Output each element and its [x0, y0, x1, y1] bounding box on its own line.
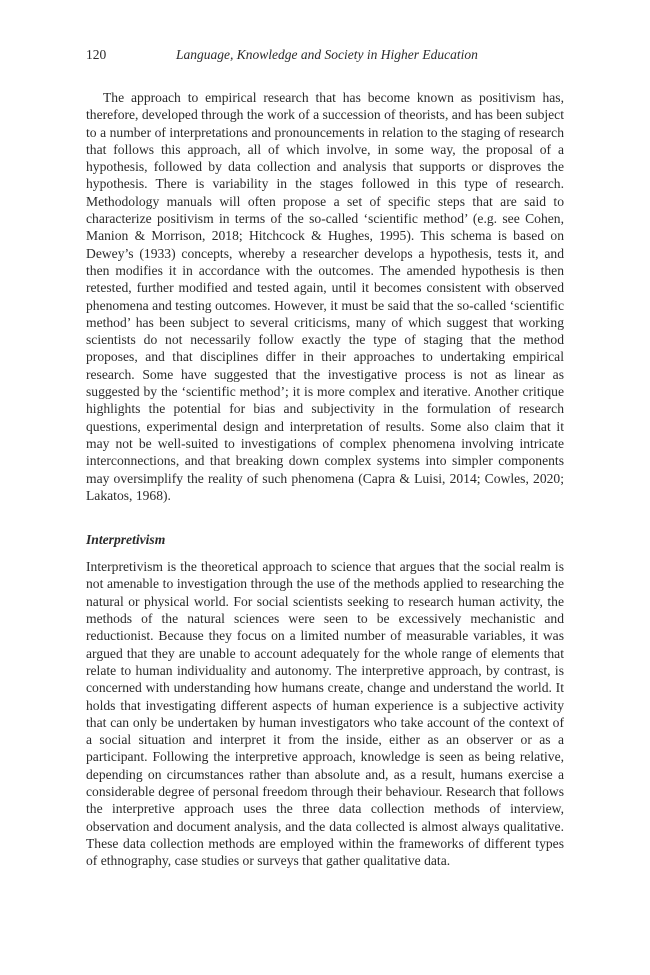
paragraph-interpretivism: Interpretivism is the theoretical approach to science that argues that the social realm is not amenable to investigation through the use of the methods applied to researching the natural or physical world. For social scientists seeking to research human activity, the methods of the natural sciences were seen to be excessively mechanistic and reductionist. Because they focus on a limited number of measurable variables, it was argued that they are unable to account adequately for the whole range of elements that relate to human individuality and autonomy. The interpretive approach, by contrast, is concerned with understanding how humans create, change and understand the world. It holds that investigating different aspects of human experience is a subjective activity that can only be undertaken by human investigators who take account of the context of a social situation and interpret it from the inside, either as an observer or as a participant. Following the interpretive approach, knowledge is seen as being relative, depending on circumstances rather than absolute and, as a result, humans exercise a considerable degree of personal freedom through their behaviour. Research that follows the interpretive approach uses the three data collection methods of interview, observation and document analysis, and the data collected is almost always qualitative. These data collection methods are employed within the frameworks of different types of ethnography, case studies or surveys that gather qualitative data. [86, 559, 564, 869]
book-title: Language, Knowledge and Society in Higher Education [176, 47, 478, 62]
running-head [86, 45, 566, 65]
section-heading-interpretivism: Interpretivism [86, 532, 166, 548]
body-text [86, 89, 564, 869]
paragraph-positivism: The approach to empirical research that has become known as positivism has, therefore, developed through the work of a succession of theorists, and has been subject to a number of interpretations and pronouncements in relation to the staging of research that follows this approach, all of which involve, in some way, the proposal of a hypothesis, followed by data collection and analysis that supports or disproves the hypothesis. There is variability in the stages followed in this type of research. Methodology manuals will often propose a set of specific steps that are said to characterize positivism in terms of the so-called ‘scientific method’ (e.g. see Cohen, Manion & Morrison, 2018; Hitchcock & Hughes, 1995). This schema is based on Dewey’s (1933) concepts, whereby a researcher develops a hypothesis, tests it, and then modifies it in accordance with the outcomes. The amended hypothesis is then retested, further modified and tested again, until it becomes consistent with observed phenomena and testing outcomes. However, it must be said that the so-called ‘scientific method’ has been subject to several criticisms, many of which suggest that working scientists do not necessarily follow exactly the type of staging that the method proposes, and that disciplines differ in their approaches to undertaking empirical research. Some have suggested that the investigative process is not as linear as suggested by the ‘scientific method’; it is more complex and iterative. Another critique highlights the potential for bias and subjectivity in the formulation of research questions, experimental design and interpretation of results. Some also claim that it may not be well-suited to investigations of complex phenomena involving intricate interconnections, and that breaking down complex systems into simpler components may oversimplify the reality of such phenomena (Capra & Luisi, 2014; Cowles, 2020; Lakatos, 1968). [86, 90, 564, 503]
page-number: 120 [86, 47, 107, 62]
